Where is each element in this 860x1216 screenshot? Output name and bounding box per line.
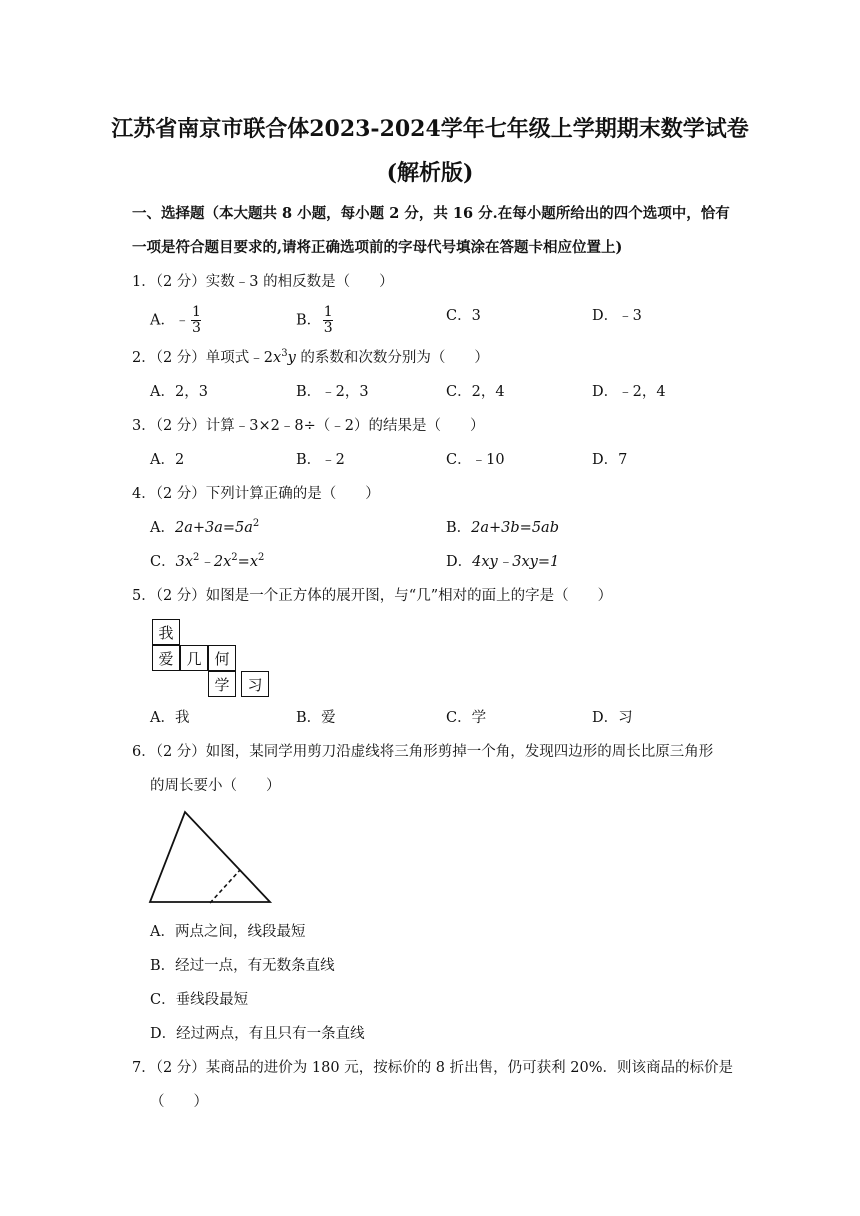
net-cell-ji: 几 <box>180 645 208 671</box>
expression: =x <box>237 554 258 570</box>
question-5-option-b: B．爱 <box>296 710 336 726</box>
question-6-option-d: D．经过两点，有且只有一条直线 <box>150 1026 365 1042</box>
question-5-stem: 5．（2 分）如图是一个正方体的展开图，与“几”相对的面上的字是（ ） <box>132 588 613 604</box>
question-7-stem-line2: （ ） <box>150 1094 208 1110</box>
option-d-label: D． <box>446 554 473 570</box>
denominator: 3 <box>323 320 333 336</box>
question-4-option-a <box>150 518 259 538</box>
stem-text: 2．（2 分）单项式﹣2 <box>132 350 274 366</box>
question-6-option-c: C．垂线段最短 <box>150 992 249 1008</box>
option-c-label: C． <box>150 554 176 570</box>
question-5-option-d: D．习 <box>592 710 633 726</box>
question-1-stem: 1．（2 分）实数﹣3 的相反数是（ ） <box>132 274 394 290</box>
exam-subtitle: (解析版) <box>386 160 474 186</box>
question-4-option-b <box>446 518 559 538</box>
question-2-option-d: D．﹣2，4 <box>592 384 666 400</box>
triangle-cut-figure <box>140 805 280 907</box>
numerator: 1 <box>323 304 333 320</box>
question-6-option-b: B．经过一点，有无数条直线 <box>150 958 335 974</box>
exponent: 3 <box>281 348 288 360</box>
question-3-option-b: B．﹣2 <box>296 452 345 468</box>
question-2-stem <box>132 348 489 368</box>
net-cell-he: 何 <box>208 645 236 671</box>
question-1-option-c: C．3 <box>446 308 481 324</box>
question-1-option-d: D．﹣3 <box>592 308 642 324</box>
expression: 2a+3b=5ab <box>471 520 559 536</box>
section-heading-line1: 一、选择题（本大题共 8 小题，每小题 2 分，共 16 分.在每小题所给出的四个选项中，恰有 <box>132 205 730 222</box>
question-6-option-a: A．两点之间，线段最短 <box>150 924 306 940</box>
exponent: 2 <box>193 552 200 564</box>
expression: 2a+3a=5a <box>174 520 253 536</box>
question-2-option-c: C．2，4 <box>446 384 505 400</box>
question-2-option-b: B．﹣2，3 <box>296 384 369 400</box>
question-2-option-a: A．2，3 <box>150 384 208 400</box>
net-cell-xi: 习 <box>241 671 269 697</box>
expression: ﹣2x <box>199 554 232 570</box>
variable-x: x <box>273 350 282 366</box>
question-7-stem-line1: 7．（2 分）某商品的进价为 180 元，按标价的 8 折出售，仍可获利 20%．则该商品的标价是 <box>132 1060 733 1076</box>
stem-text: 的系数和次数分别为（ ） <box>295 350 489 366</box>
numerator: 1 <box>192 304 201 320</box>
question-4-option-c <box>150 552 264 572</box>
question-5-option-c: C．学 <box>446 710 487 726</box>
question-3-option-c: C．﹣10 <box>446 452 505 468</box>
option-a-label: A． <box>150 520 175 536</box>
triangle-outline <box>150 812 270 902</box>
question-6-stem-line1: 6．（2 分）如图，某同学用剪刀沿虚线将三角形剪掉一个角，发现四边形的周长比原三角形 <box>132 744 714 760</box>
question-3-option-a: A．2 <box>150 452 185 468</box>
question-4-option-d <box>446 552 559 572</box>
exponent: 2 <box>231 552 238 564</box>
fraction <box>191 306 201 335</box>
question-1-option-b <box>296 306 333 335</box>
question-3-stem: 3．（2 分）计算﹣3×2﹣8÷（﹣2）的结果是（ ） <box>132 418 485 434</box>
question-4-stem: 4．（2 分）下列计算正确的是（ ） <box>132 486 380 502</box>
net-cell-wo: 我 <box>152 619 180 645</box>
expression: 4xy﹣3xy=1 <box>472 554 560 570</box>
question-5-option-a: A．我 <box>150 710 190 726</box>
expression: 3x <box>175 554 194 570</box>
exponent: 2 <box>258 552 265 564</box>
question-3-option-d: D．7 <box>592 452 628 468</box>
cut-dashed-line <box>210 870 240 903</box>
question-6-stem-line2: 的周长要小（ ） <box>150 778 281 794</box>
section-heading-line2: 一项是符合题目要求的,请将正确选项前的字母代号填涂在答题卡相应位置上) <box>132 239 623 256</box>
variable-y: y <box>287 350 296 366</box>
exam-title: 江苏省南京市联合体2023-2024学年七年级上学期期末数学试卷 <box>111 116 749 142</box>
net-cell-xue: 学 <box>208 671 236 697</box>
option-a-label: A．﹣ <box>150 312 190 329</box>
denominator: 3 <box>192 320 201 336</box>
option-b-label: B． <box>296 312 322 329</box>
question-1-option-a <box>150 306 201 335</box>
net-cell-ai: 爱 <box>152 645 180 671</box>
fraction <box>323 306 333 335</box>
exponent: 2 <box>252 518 260 530</box>
option-b-label: B． <box>446 520 472 536</box>
